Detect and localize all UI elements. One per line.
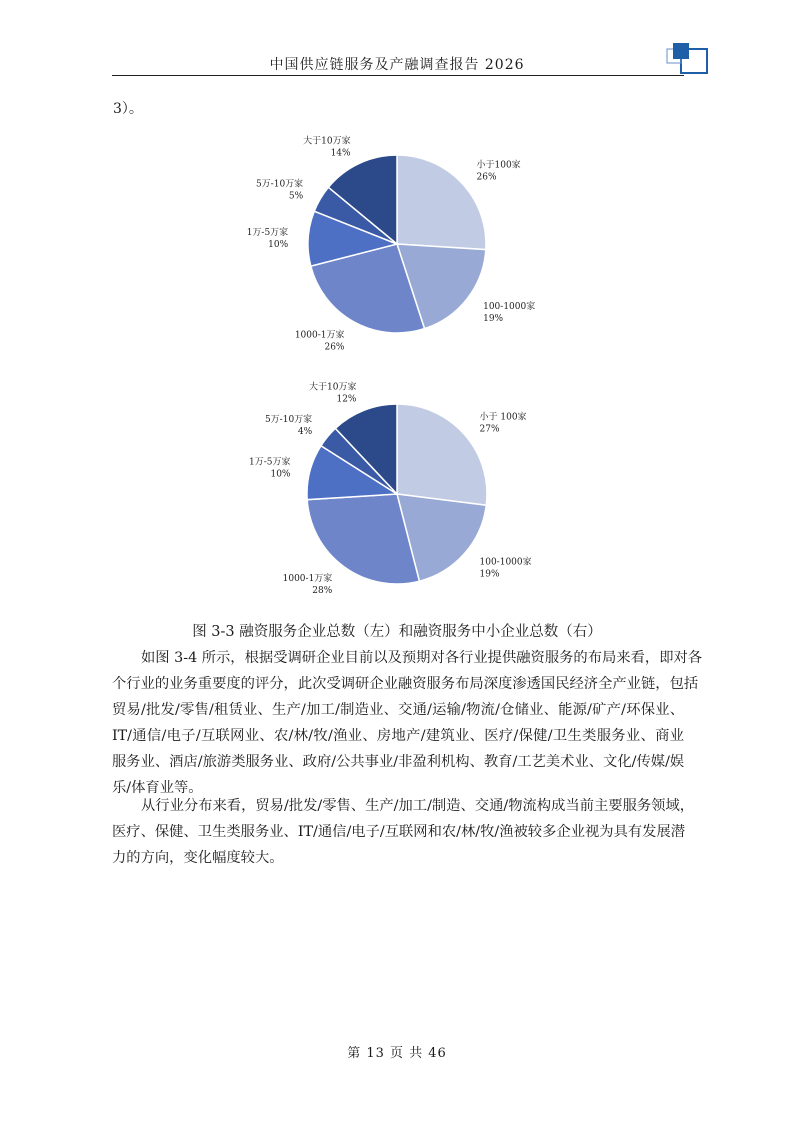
paragraph-1 [112, 645, 703, 801]
pie-category-label: 1000-1万家 [294, 330, 345, 341]
pie-category-label: 1万-5万家 [246, 228, 289, 239]
paragraph-line: 如图 3-4 所示，根据受调研企业目前以及预期对各行业提供融资服务的布局来看，即对各 [141, 650, 703, 666]
pie-chart-total-svg [200, 130, 600, 360]
pie-chart-sme-svg [200, 375, 600, 607]
paragraph-line: 贸易/批发/零售/租赁业、生产/加工/制造业、交通/运输/物流/仓储业、能源/矿产/环保业、 [112, 702, 684, 718]
pie-category-label: 100-1000家 [483, 301, 536, 312]
pie-percent-label: 12% [336, 394, 357, 405]
pie-category-label: 1000-1万家 [282, 574, 333, 584]
pie-percent-label: 26% [324, 342, 345, 353]
pie-category-label: 5万-10万家 [264, 414, 313, 425]
report-logo-icon [664, 42, 710, 76]
pie-category-label: 100-1000家 [479, 557, 532, 568]
header-divider [112, 75, 684, 76]
pie-percent-label: 5% [288, 191, 304, 202]
paragraph-line: 个行业的业务重要度的评分，此次受调研企业融资服务布局深度渗透国民经济全产业链，包括 [112, 676, 699, 692]
pie-category-label: 5万-10万家 [255, 179, 304, 190]
pie-category-label: 1万-5万家 [249, 457, 291, 468]
pie-chart-total [200, 130, 600, 360]
page-header-title: 中国供应链服务及产融调查报告 2026 [269, 57, 525, 73]
pie-percent-label: 26% [476, 172, 497, 183]
paragraph-line: 乐/体育业等。 [112, 780, 203, 796]
text-fragment: 3）。 [113, 101, 143, 117]
paragraph-line: 服务业、酒店/旅游类服务业、政府/公共事业/非盈利机构、教育/工艺美术业、文化/传媒/娱 [112, 754, 685, 770]
paragraph-line: 力的方向，变化幅度较大。 [112, 850, 284, 866]
pie-category-label: 大于10万家 [303, 136, 351, 147]
pie-slice [397, 155, 486, 250]
paragraph-line: 医疗、保健、卫生类服务业、IT/通信/电子/互联网和农/林/牧/渔被较多企业视为具有发展潜 [112, 824, 686, 840]
pie-chart-sme [200, 375, 600, 607]
pie-percent-label: 14% [330, 148, 351, 159]
pie-percent-label: 27% [479, 424, 500, 435]
pie-category-label: 大于10万家 [309, 382, 357, 393]
pie-percent-label: 4% [297, 426, 313, 437]
pie-percent-label: 10% [270, 469, 291, 480]
paragraph-line: IT/通信/电子/互联网业、农/林/牧/渔业、房地产/建筑业、医疗/保健/卫生类服务业、商业 [112, 728, 684, 744]
pie-percent-label: 19% [483, 313, 504, 324]
paragraph-2 [112, 793, 695, 871]
pie-percent-label: 19% [479, 569, 500, 580]
pie-category-label: 小于 100家 [479, 412, 527, 423]
pie-slice [397, 404, 487, 505]
figure-caption: 图 3-3 融资服务企业总数（左）和融资服务中小企业总数（右） [192, 624, 602, 640]
page-footer: 第 13 页 共 46 [347, 1046, 447, 1061]
pie-percent-label: 28% [312, 586, 333, 596]
pie-category-label: 小于100家 [476, 160, 521, 171]
pie-percent-label: 10% [268, 240, 289, 251]
paragraph-line: 从行业分布来看，贸易/批发/零售、生产/加工/制造、交通/物流构成当前主要服务领域， [141, 798, 695, 814]
